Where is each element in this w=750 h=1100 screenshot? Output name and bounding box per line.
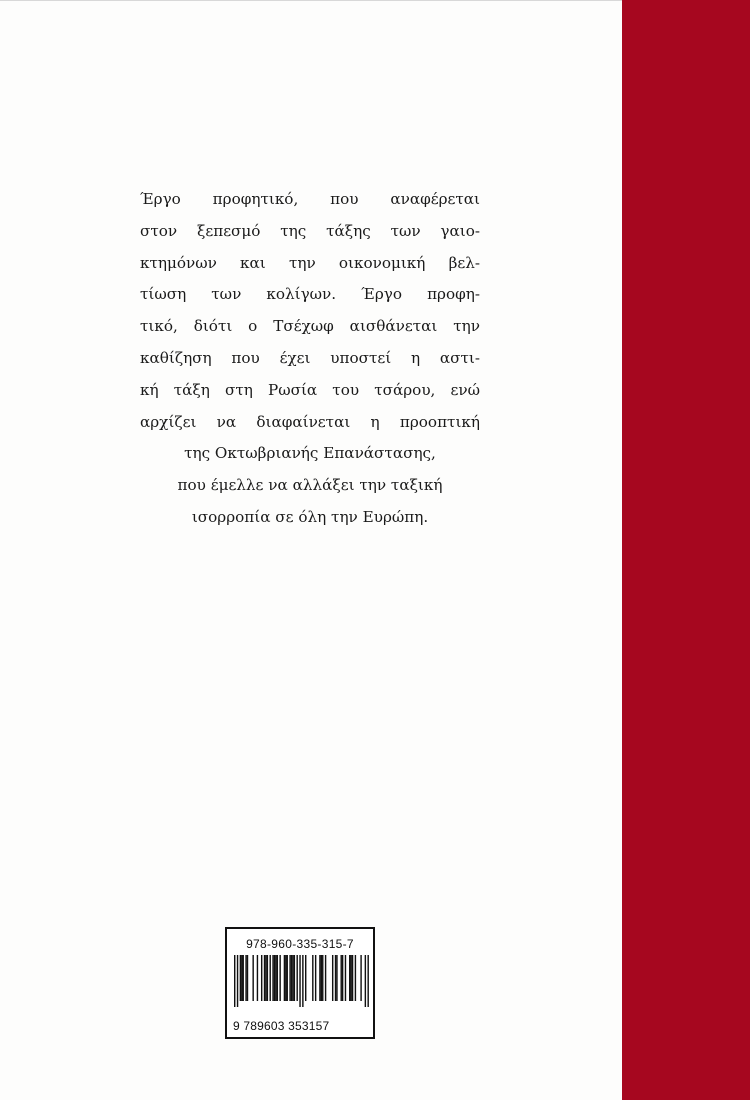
barcode-bar xyxy=(292,955,293,1001)
barcode-bar xyxy=(243,955,244,1001)
ean-digits: 9 789603 353157 xyxy=(233,1019,330,1033)
barcode-bar xyxy=(289,955,290,1001)
blurb-line: κή τάξη στη Ρωσία του τσάρου, ενώ xyxy=(140,380,480,399)
barcode-bar xyxy=(360,955,361,1001)
barcode-bar xyxy=(240,955,241,1001)
top-edge-line xyxy=(0,0,622,1)
barcode-bar xyxy=(291,955,292,1001)
barcode-bar xyxy=(275,955,276,1001)
barcode-bar xyxy=(352,955,353,1001)
barcode-bar xyxy=(277,955,278,1001)
barcode-bar xyxy=(319,955,320,1001)
blurb-line: αρχίζει να διαφαίνεται η προοπτική xyxy=(140,412,480,431)
red-spine-band xyxy=(622,0,750,1100)
barcode-bar xyxy=(312,955,313,1001)
barcode-bar xyxy=(296,955,297,1001)
barcode-bars xyxy=(231,955,371,1007)
barcode-bar xyxy=(341,955,342,1001)
barcode-bar xyxy=(270,955,271,1001)
back-cover-blurb xyxy=(140,184,480,534)
barcode-bar xyxy=(355,955,356,1001)
barcode-guard-bar xyxy=(299,955,300,1007)
barcode-bar xyxy=(315,955,316,1001)
isbn-barcode xyxy=(225,927,375,1039)
barcode-bar xyxy=(305,955,306,1001)
barcode-bar xyxy=(322,955,323,1001)
barcode-bar xyxy=(267,955,268,1001)
barcode-guard-bar xyxy=(237,955,238,1007)
barcode-bar xyxy=(287,955,288,1001)
blurb-line: καθίζηση που έχει υποστεί η αστι- xyxy=(140,348,480,367)
barcode-bar xyxy=(245,955,246,1001)
barcode-bar xyxy=(284,955,285,1001)
blurb-line: τικό, διότι ο Τσέχωφ αισθάνεται την xyxy=(140,317,480,336)
barcode-bar xyxy=(349,955,350,1001)
isbn-label: 978-960-335-315-7 xyxy=(246,937,354,951)
barcode-guard-bar xyxy=(234,955,235,1007)
barcode-bar xyxy=(325,955,326,1001)
blurb-line: Έργο προφητικό, που αναφέρεται xyxy=(140,190,480,208)
barcode-bar xyxy=(264,955,265,1001)
blurb-line: στον ξεπεσμό της τάξης των γαιο- xyxy=(140,221,480,240)
barcode-bar xyxy=(342,955,343,1001)
barcode-bar xyxy=(252,955,253,1001)
barcode-bar xyxy=(241,955,242,1001)
barcode-bar xyxy=(335,955,336,1001)
blurb-line: ισορροπία σε όλη την Ευρώπη. xyxy=(191,507,429,526)
barcode-guard-bar xyxy=(302,955,303,1007)
barcode-bar xyxy=(261,955,262,1001)
blurb-line: τίωση των κολίγων. Έργο προφη- xyxy=(140,285,480,304)
barcode-bar xyxy=(274,955,275,1001)
blurb-line: που έμελλε να αλλάξει την ταξική xyxy=(177,476,443,495)
barcode-bar xyxy=(336,955,337,1001)
barcode-bar xyxy=(345,955,346,1001)
barcode-bar xyxy=(247,955,248,1001)
barcode-bar xyxy=(257,955,258,1001)
blurb-line: κτημόνων και την οικονομική βελ- xyxy=(140,253,480,272)
barcode-bar xyxy=(265,955,266,1001)
barcode-bar xyxy=(294,955,295,1001)
barcode-bar xyxy=(285,955,286,1001)
barcode-guard-bar xyxy=(365,955,366,1007)
blurb-line: της Οκτωβριανής Επανάστασης, xyxy=(184,444,436,463)
barcode-bar xyxy=(350,955,351,1001)
barcode-bar xyxy=(321,955,322,1001)
barcode-guard-bar xyxy=(367,955,368,1007)
barcode-bar xyxy=(332,955,333,1001)
barcode-bar xyxy=(272,955,273,1001)
barcode-bar xyxy=(279,955,280,1001)
